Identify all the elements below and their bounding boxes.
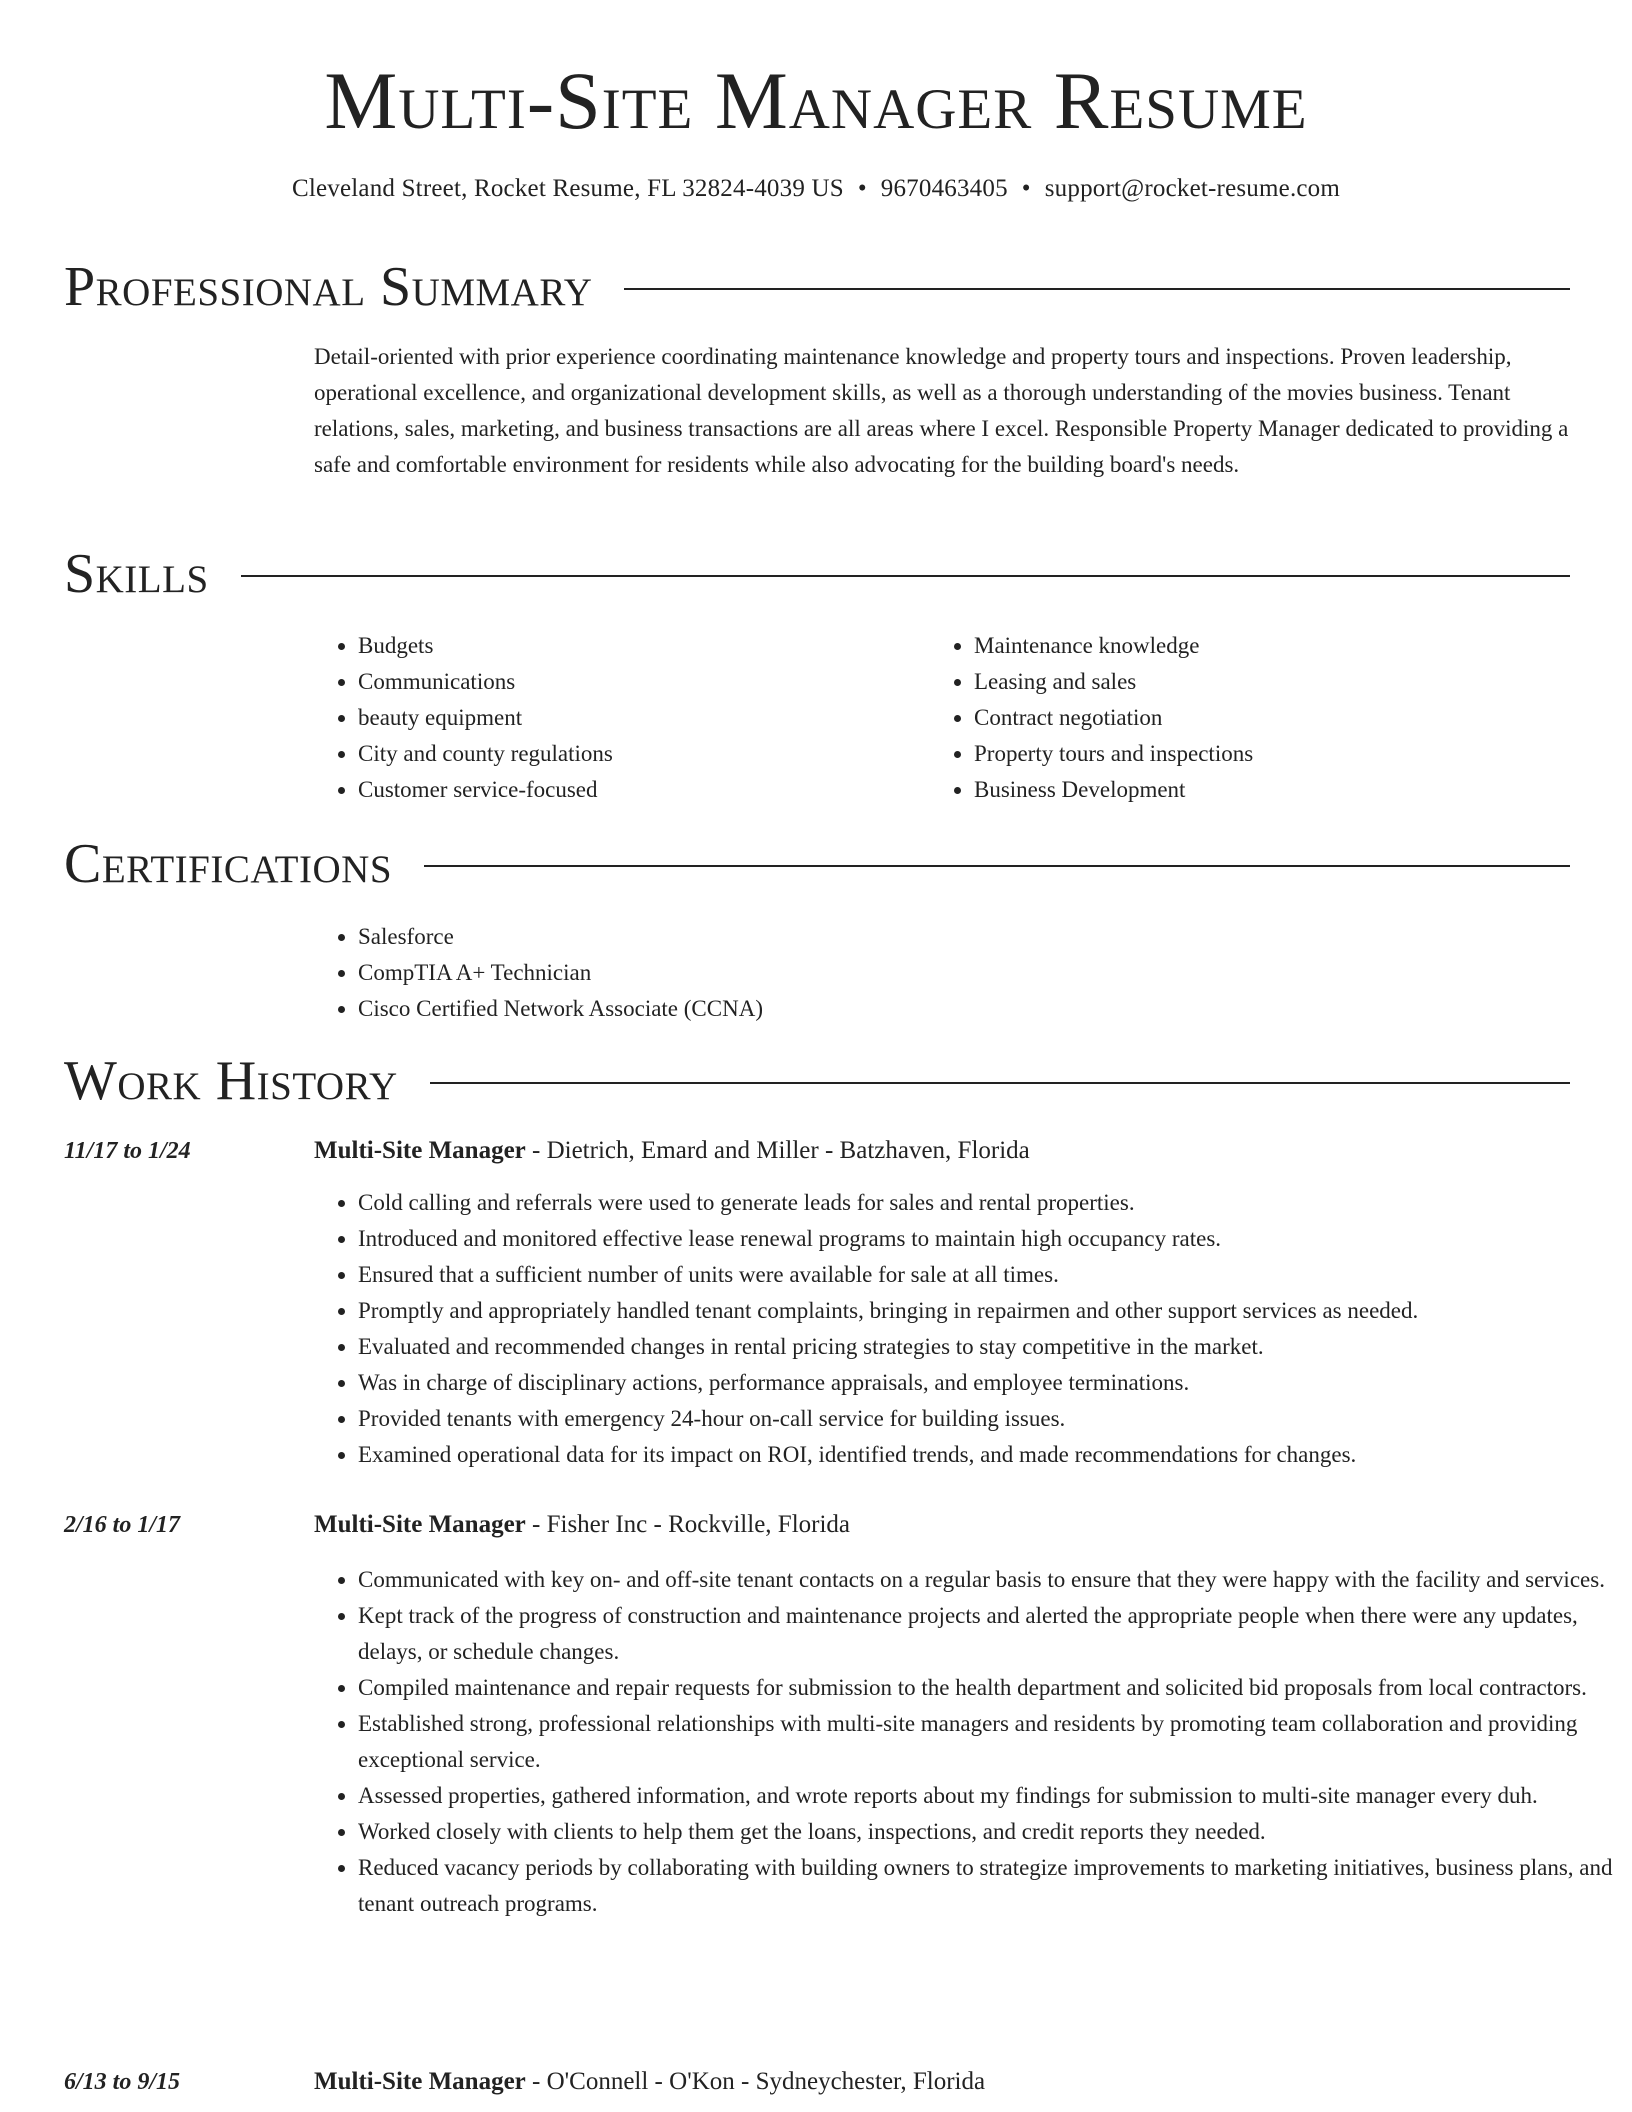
- resume-title: Multi-Site Manager Resume: [324, 55, 1308, 146]
- job-bullet: • Compiled maintenance and repair requests for submission to the health department and solicited bid proposals from local contractors.: [358, 1670, 1614, 1706]
- section-divider: [241, 575, 1570, 577]
- skill-item: • Property tours and inspections: [974, 736, 1614, 772]
- job-bullet: • Evaluated and recommended changes in rental pricing strategies to stay competitive in the market.: [358, 1329, 1614, 1365]
- job-title-line: [314, 2064, 985, 2100]
- separator: •: [857, 175, 867, 202]
- skill-item: • Contract negotiation: [974, 700, 1614, 736]
- certification-item: • CompTIA A+ Technician: [358, 955, 1614, 991]
- phone: 9670463405: [880, 175, 1008, 202]
- skill-item: • Business Development: [974, 772, 1614, 808]
- job-employer: - Dietrich, Emard and Miller - Batzhaven, Florida: [525, 1137, 1030, 1164]
- skills-list-right: [930, 628, 1614, 808]
- skill-item: • Customer service-focused: [358, 772, 958, 808]
- certification-item: • Cisco Certified Network Associate (CCNA): [358, 991, 1614, 1027]
- job-bullet: • Provided tenants with emergency 24-hour on-call service for building issues.: [358, 1401, 1614, 1437]
- job-dates: 6/13 to 9/15: [64, 2069, 181, 2095]
- job-bullet: • Worked closely with clients to help them get the loans, inspections, and credit reports they needed.: [358, 1814, 1614, 1850]
- skill-item: • Budgets: [358, 628, 958, 664]
- contact-line: [0, 172, 1632, 206]
- job-title: Multi-Site Manager: [314, 2068, 526, 2095]
- skill-item: • beauty equipment: [358, 700, 958, 736]
- job-dates: 2/16 to 1/17: [64, 1512, 181, 1538]
- job-title: Multi-Site Manager: [314, 1137, 526, 1164]
- skill-item: • Leasing and sales: [974, 664, 1614, 700]
- job-bullet: • Examined operational data for its impact on ROI, identified trends, and made recommendations for changes.: [358, 1437, 1614, 1473]
- skills-heading-row: [64, 543, 1570, 605]
- certification-item: • Salesforce: [358, 919, 1614, 955]
- job-bullet: • Assessed properties, gathered information, and wrote reports about my findings for submission to multi-site manager every duh.: [358, 1778, 1614, 1814]
- job-bullet: • Introduced and monitored effective lease renewal programs to maintain high occupancy rates.: [358, 1221, 1614, 1257]
- job-title: Multi-Site Manager: [314, 1511, 526, 1538]
- skill-item: • Maintenance knowledge: [974, 628, 1614, 664]
- job-bullet: • Cold calling and referrals were used to generate leads for sales and rental properties.: [358, 1185, 1614, 1221]
- job-title-line: [314, 1133, 1030, 1169]
- job-bullet: • Reduced vacancy periods by collaborating with building owners to strategize improvements to marketing initiatives, business plans, and tenant outreach programs.: [358, 1850, 1614, 1922]
- certifications-heading-row: [64, 833, 1570, 895]
- job-dates: 11/17 to 1/24: [64, 1138, 191, 1164]
- separator: •: [1021, 175, 1031, 202]
- email: support@rocket-resume.com: [1044, 175, 1341, 202]
- job-bullet: • Kept track of the progress of construction and maintenance projects and alerted the appropriate people when there were any updates, delays, or schedule changes.: [358, 1598, 1614, 1670]
- skill-item: • Communications: [358, 664, 958, 700]
- skill-item: • City and county regulations: [358, 736, 958, 772]
- job-title-line: [314, 1507, 850, 1543]
- summary-text: Detail-oriented with prior experience coordinating maintenance knowledge and property tours and inspections. Proven leadership, operational excellence, and organizational development skills, as well as a thorough understanding of the movies business. Tenant relations, sales, marketing, and business transactions are all areas where I excel. Responsible Property Manager dedicated to providing a safe and comfortable environment for residents while also advocating for the building board's needs.: [314, 344, 1569, 477]
- job-bullet: • Established strong, professional relationships with multi-site managers and residents by promoting team collaboration and providing exceptional service.: [358, 1706, 1614, 1778]
- certifications-heading: Certifications: [64, 833, 393, 895]
- section-divider: [430, 1082, 1570, 1084]
- job-bullet: • Communicated with key on- and off-site tenant contacts on a regular basis to ensure that they were happy with the facility and services.: [358, 1562, 1614, 1598]
- section-divider: [424, 865, 1570, 867]
- summary-heading-row: [64, 256, 1570, 318]
- summary-heading: Professional Summary: [64, 256, 593, 318]
- job-employer: - Fisher Inc - Rockville, Florida: [525, 1511, 851, 1538]
- job-bullets: [314, 1562, 1614, 1922]
- work-heading-row: [64, 1050, 1570, 1112]
- address: Cleveland Street, Rocket Resume, FL 32824-4039 US: [291, 175, 844, 202]
- job-bullet: • Promptly and appropriately handled tenant complaints, bringing in repairmen and other support services as needed.: [358, 1293, 1614, 1329]
- work-heading: Work History: [64, 1050, 398, 1112]
- job-bullet: • Ensured that a sufficient number of units were available for sale at all times.: [358, 1257, 1614, 1293]
- certifications-list: [314, 919, 1614, 1027]
- job-employer: - O'Connell - O'Kon - Sydneychester, Florida: [525, 2068, 986, 2095]
- section-divider: [624, 288, 1570, 290]
- skills-heading: Skills: [64, 543, 209, 605]
- job-bullet: • Was in charge of disciplinary actions, performance appraisals, and employee terminations.: [358, 1365, 1614, 1401]
- skills-list-left: [314, 628, 958, 808]
- job-bullets: [314, 1185, 1614, 1473]
